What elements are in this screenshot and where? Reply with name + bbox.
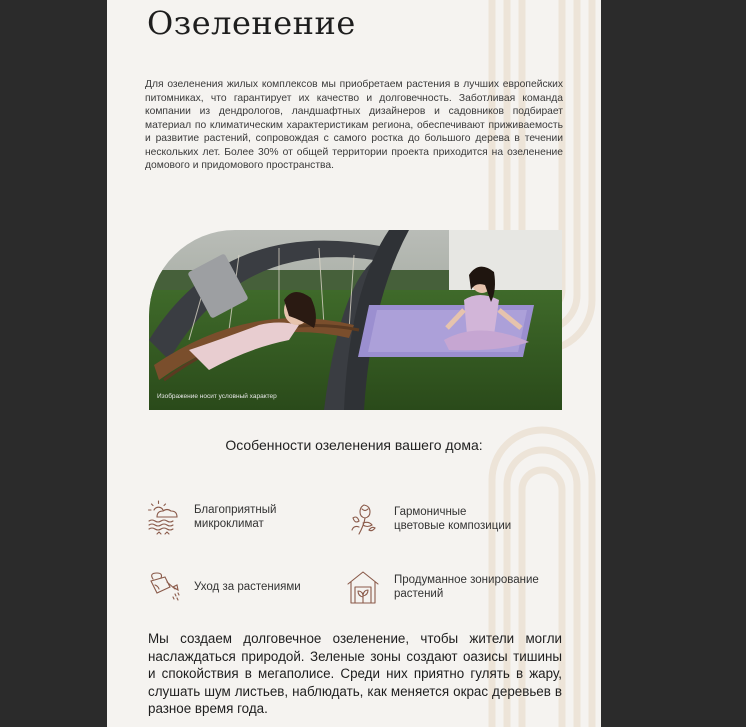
closing-paragraph: Мы создаем долговечное озеленение, чтобы жители могли наслаждаться природой. Зеленые зоны создают оазисы тишины и спокойствия в мегаполисе. Среди них приятно гулять в жару, слушать шум листьев, наблюдать, как меняется окрас деревьев в разное время года.: [148, 631, 562, 716]
feature-label: Уход за растениями: [194, 580, 301, 593]
feature-label: Благоприятный микроклимат: [194, 503, 277, 530]
watering-can-icon: [145, 569, 181, 605]
flower-icon: [345, 501, 381, 537]
feature-climate: [145, 499, 276, 535]
feature-care: [145, 569, 301, 605]
intro-paragraph: Для озеленения жилых комплексов мы приобретаем растения в лучших европейских питомниках, что гарантирует их качество и долговечность. Заботливая команда компании из дендрологов, ландшафтных дизайнеров и садовников подбирает материал по климатическим характеристикам региона, обеспечивают приживаемость и развитие растений, сопровождая с самого ростка до большого дерева в течении нескольких лет. Более 30% от общей территории проекта приходится на озеленение домового и придомового пространства.: [145, 79, 563, 171]
photo: [149, 230, 562, 410]
feature-flowers: [345, 501, 511, 537]
page-title: Озеленение: [147, 4, 356, 42]
features-title: Особенности озеленения вашего дома:: [225, 437, 483, 453]
feature-label: Продуманное зонирование растений: [394, 573, 539, 600]
greenhouse-icon: [345, 569, 381, 605]
document-page: [107, 0, 601, 727]
feature-label: Гармоничные цветовые композиции: [394, 505, 512, 532]
feature-zoning: [345, 569, 539, 605]
photo-caption: Изображение носит условный характер: [157, 393, 277, 400]
climate-icon: [145, 499, 181, 535]
